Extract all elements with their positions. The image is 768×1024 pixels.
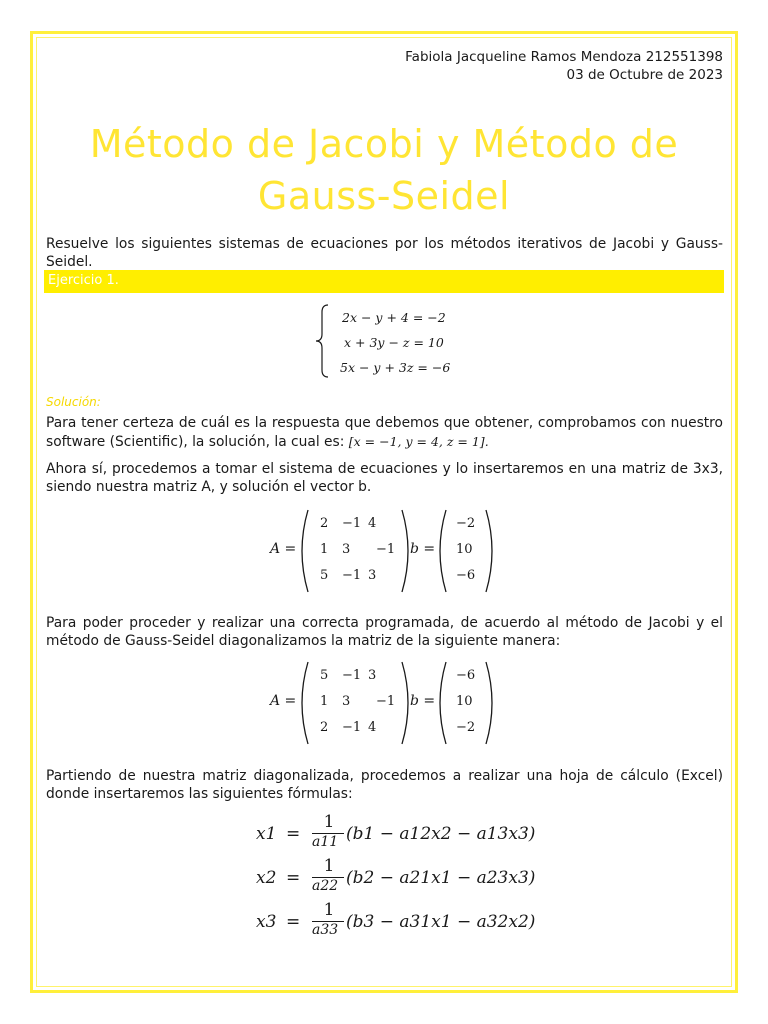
equals-sign: = bbox=[286, 824, 301, 844]
matrix-row bbox=[320, 694, 410, 720]
paragraph-1 bbox=[46, 415, 723, 451]
vector-b-label: b = bbox=[410, 541, 436, 557]
formula-lhs: x2 bbox=[256, 868, 277, 888]
matrix-cell: 3 bbox=[342, 694, 351, 709]
vector-cell: −6 bbox=[456, 568, 476, 583]
intro-paragraph: Resuelve los siguientes sistemas de ecuaciones por los métodos iterativos de Jacobi y Gauss-Seidel. bbox=[46, 236, 723, 270]
equation-2: x + 3y − z = 10 bbox=[344, 335, 444, 350]
author-block bbox=[405, 48, 723, 84]
exercise-header-bar bbox=[44, 270, 724, 293]
matrix-cell: −1 bbox=[342, 668, 362, 683]
formula-lhs: x3 bbox=[256, 912, 277, 932]
matrix-A-grid bbox=[320, 516, 410, 594]
exercise-label: Ejercicio 1. bbox=[48, 273, 119, 288]
fraction-numerator: 1 bbox=[323, 900, 335, 920]
equation-3: 5x − y + 3z = −6 bbox=[340, 360, 451, 375]
author-name: Fabiola Jacqueline Ramos Mendoza 212551398 bbox=[405, 49, 723, 65]
paragraph-2: Ahora sí, procedemos a tomar el sistema de ecuaciones y lo insertaremos en una matriz de 3x3, siendo nuestra matriz A, y solución el vector b. bbox=[46, 461, 723, 495]
matrix-cell: 3 bbox=[368, 668, 377, 683]
title-line-2: Gauss-Seidel bbox=[257, 174, 511, 218]
formula-rhs: (b3 − a31x1 − a32x2) bbox=[346, 912, 536, 932]
formula-lhs: x1 bbox=[256, 824, 277, 844]
vector-cell: −2 bbox=[456, 516, 476, 531]
matrix-cell: 4 bbox=[368, 720, 377, 735]
vector-b-label: b = bbox=[410, 693, 436, 709]
matrix-cell: 3 bbox=[368, 568, 377, 583]
matrix-cell: 1 bbox=[320, 542, 329, 557]
matrix-row bbox=[320, 542, 410, 568]
matrix-cell: 5 bbox=[320, 668, 329, 683]
matrix-cell: 2 bbox=[320, 516, 329, 531]
equation-1: 2x − y + 4 = −2 bbox=[342, 310, 446, 325]
document-date: 03 de Octubre de 2023 bbox=[566, 67, 723, 83]
matrix-cell: −1 bbox=[376, 694, 396, 709]
vector-b-grid bbox=[456, 668, 475, 746]
matrix-block-2 bbox=[270, 660, 500, 746]
formula-rhs: (b1 − a12x2 − a13x3) bbox=[346, 824, 536, 844]
paragraph-1-text: Para tener certeza de cuál es la respuesta que debemos que obtener, comprobamos con nuestro software (Scientific), la solución, la cual es: bbox=[46, 415, 723, 450]
matrix-cell: 4 bbox=[368, 516, 377, 531]
vector-b-grid bbox=[456, 516, 475, 594]
fraction-denominator: a33 bbox=[312, 922, 339, 938]
matrix-row bbox=[320, 568, 410, 594]
page-title bbox=[46, 118, 722, 222]
matrix-cell: −1 bbox=[342, 516, 362, 531]
fraction-numerator: 1 bbox=[323, 812, 335, 832]
paragraph-4: Partiendo de nuestra matriz diagonalizada, procedemos a realizar una hoja de cálculo (Excel) donde insertaremos las siguientes fórmulas: bbox=[46, 768, 723, 802]
solution-label: Solución: bbox=[46, 395, 101, 409]
vector-cell: 10 bbox=[456, 542, 473, 557]
solution-vector: [x = −1, y = 4, z = 1]. bbox=[348, 433, 489, 449]
vector-cell: −6 bbox=[456, 668, 476, 683]
matrix-row bbox=[320, 516, 410, 542]
matrix-cell: 2 bbox=[320, 720, 329, 735]
matrix-cell: 1 bbox=[320, 694, 329, 709]
matrix-cell: 3 bbox=[342, 542, 351, 557]
equals-sign: = bbox=[286, 868, 301, 888]
equals-sign: = bbox=[286, 912, 301, 932]
vector-cell: 10 bbox=[456, 694, 473, 709]
paragraph-3: Para poder proceder y realizar una correcta programada, de acuerdo al método de Jacobi y el método de Gauss-Seidel diagonalizamos la matriz de la siguiente manera: bbox=[46, 615, 723, 649]
formula-rhs: (b2 − a21x1 − a23x3) bbox=[346, 868, 536, 888]
fraction-denominator: a22 bbox=[312, 878, 339, 894]
fraction-denominator: a11 bbox=[312, 834, 339, 850]
title-line-1: Método de Jacobi y Método de bbox=[89, 122, 679, 166]
matrix-cell: −1 bbox=[342, 720, 362, 735]
matrix-cell: −1 bbox=[342, 568, 362, 583]
matrix-cell: 5 bbox=[320, 568, 329, 583]
matrix-A-label: A = bbox=[270, 693, 297, 709]
matrix-A-label: A = bbox=[270, 541, 297, 557]
matrix-cell: −1 bbox=[376, 542, 396, 557]
matrix-block-1 bbox=[270, 508, 500, 594]
vector-cell: −2 bbox=[456, 720, 476, 735]
matrix-row bbox=[320, 668, 410, 694]
matrix-A-grid bbox=[320, 668, 410, 746]
matrix-row bbox=[320, 720, 410, 746]
fraction-numerator: 1 bbox=[323, 856, 335, 876]
